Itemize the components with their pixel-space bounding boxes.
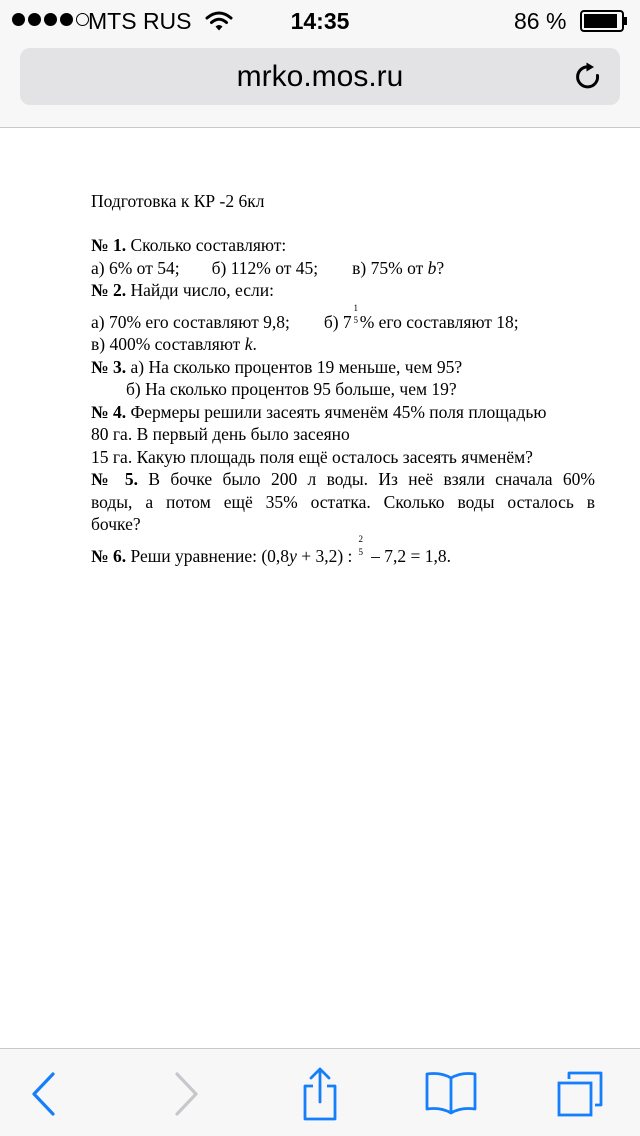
back-button[interactable] <box>16 1069 72 1119</box>
status-clock: 14:35 <box>290 8 350 34</box>
task-5-line-1: № 5. В бочке было 200 л воды. Из неё взяли сначала 60% <box>91 469 595 489</box>
status-bar <box>0 0 640 40</box>
fraction-two-fifths: 2 5 <box>358 533 364 557</box>
tabs-button[interactable] <box>552 1069 608 1119</box>
task-2-header: № 2. Найди число, если: <box>91 280 274 300</box>
task-1-option-a: а) 6% от 54; <box>91 257 180 278</box>
task-4-line-1: № 4. Фермеры решили засеять ячменём 45% поля площадью <box>91 401 547 422</box>
task-4-line-3: 15 га. Какую площадь поля ещё осталось засеять ячменём? <box>91 446 533 467</box>
back-chevron-icon[interactable] <box>29 1071 59 1117</box>
task-1-header: № 1. Сколько составляют: <box>91 235 287 255</box>
reload-icon[interactable] <box>574 61 604 93</box>
share-button[interactable] <box>292 1069 348 1119</box>
task-1-option-c: в) 75% от b? <box>352 257 445 278</box>
task-5-line-2: воды, а потом ещё 35% остатка. Сколько воды осталось в <box>91 491 595 512</box>
task-2-option-b: б) 7 1 5 % его составляют 18; <box>323 302 519 332</box>
task-4-line-2: 80 га. В первый день было засеяно <box>91 424 350 444</box>
share-icon[interactable] <box>298 1066 342 1122</box>
carrier-name: MTS RUS <box>88 8 192 34</box>
document-title: Подготовка к КР -2 6кл <box>91 191 265 211</box>
browser-chrome <box>0 0 640 128</box>
forward-button[interactable] <box>158 1069 214 1119</box>
battery-percent: 86 % <box>514 8 567 34</box>
url-text[interactable]: mrko.mos.ru <box>236 60 404 93</box>
task-2-option-a: а) 70% его составляют 9,8; <box>91 311 290 332</box>
bookmarks-icon[interactable] <box>423 1071 479 1117</box>
fraction-one-fifth: 1 5 <box>353 302 358 325</box>
task-3-b: б) На сколько процентов 95 больше, чем 19? <box>126 379 457 399</box>
bottom-toolbar <box>0 1048 640 1136</box>
task-2-options <box>91 302 595 334</box>
task-2-option-c: в) 400% составляют k. <box>91 334 257 354</box>
address-bar[interactable] <box>20 48 620 105</box>
task-1-options <box>91 257 595 280</box>
battery-icon <box>580 10 628 32</box>
bookmarks-button[interactable] <box>423 1069 479 1119</box>
tabs-icon[interactable] <box>554 1069 606 1119</box>
document-content <box>91 190 595 567</box>
task-1-option-b: б) 112% от 45; <box>211 257 319 278</box>
task-6-equation: № 6. Реши уравнение: (0,8y + 3,2) : 2 5 – 7,2 = 1,8. <box>91 533 452 566</box>
task-3-a: № 3. а) На сколько процентов 19 меньше, чем 95? <box>91 356 463 377</box>
forward-chevron-icon[interactable] <box>171 1071 201 1117</box>
task-5-line-3: бочке? <box>91 514 141 534</box>
